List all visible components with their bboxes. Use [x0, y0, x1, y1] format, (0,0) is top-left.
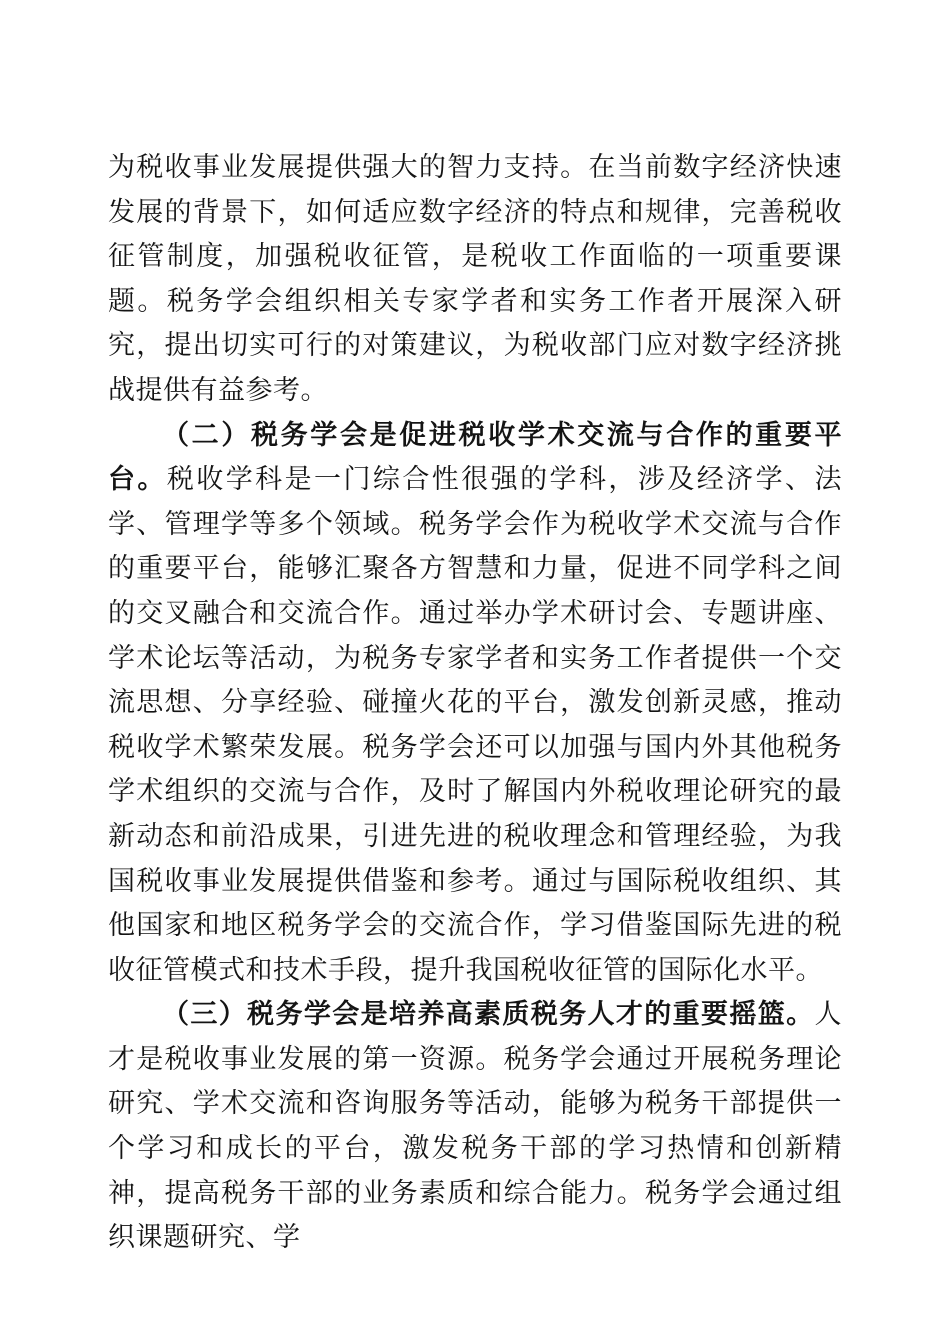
section-3-heading: （三）税务学会是培养高素质税务人才的重要摇篮。 [162, 999, 815, 1031]
paragraph-continuation [108, 146, 842, 414]
paragraph-continuation-text: 为税收事业发展提供强大的智力支持。在当前数字经济快速发展的背景下，如何适应数字经济的特点和规律，完善税收征管制度，加强税收征管，是税收工作面临的一项重要课题。税务学会组织相关专家学者和实务工作者开展深入研究，提出切实可行的对策建议，为税收部门应对数字经济挑战提供有益参考。 [108, 152, 842, 406]
paragraph-section-2 [108, 414, 842, 994]
section-3-text: 人才是税收事业发展的第一资源。税务学会通过开展税务理论研究、学术交流和咨询服务等活动，能够为税务干部提供一个学习和成长的平台，激发税务干部的学习热情和创新精神，提高税务干部的业务素质和综合能力。税务学会通过组织课题研究、学 [108, 999, 842, 1254]
paragraph-section-3 [108, 993, 842, 1261]
section-2-heading: （二）税务学会是促进税收学术交流与合作的重要平台。 [108, 419, 842, 496]
section-2-text: 税收学科是一门综合性很强的学科，涉及经济学、法学、管理学等多个领域。税务学会作为税收学术交流与合作的重要平台，能够汇聚各方智慧和力量，促进不同学科之间的交叉融合和交流合作。通过举办学术研讨会、专题讲座、学术论坛等活动，为税务专家学者和实务工作者提供一个交流思想、分享经验、碰撞火花的平台，激发创新灵感，推动税收学术繁荣发展。税务学会还可以加强与国内外其他税务学术组织的交流与合作，及时了解国内外税收理论研究的最新动态和前沿成果，引进先进的税收理念和管理经验，为我国税收事业发展提供借鉴和参考。通过与国际税收组织、其他国家和地区税务学会的交流合作，学习借鉴国际先进的税收征管模式和技术手段，提升我国税收征管的国际化水平。 [108, 464, 842, 986]
